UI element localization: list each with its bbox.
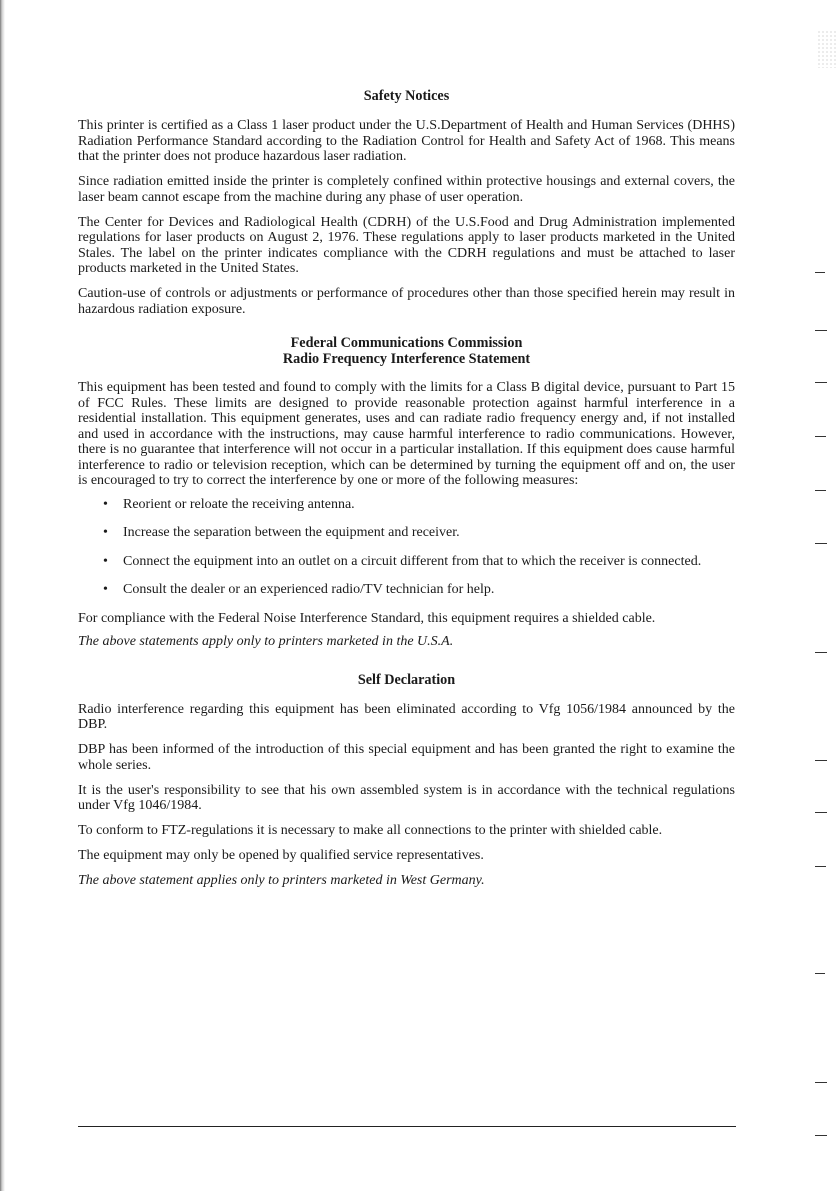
margin-tick xyxy=(815,436,826,437)
measure-text: Connect the equipment into an outlet on a circuit different from that to which the receiver is connected. xyxy=(123,553,702,569)
self-paragraph-3: It is the user's responsibility to see that his own assembled system is in accordance with the technical regulations under Vfg 1046/1984. xyxy=(78,782,735,813)
margin-tick xyxy=(815,973,825,974)
margin-tick xyxy=(815,866,826,867)
self-declaration-heading: Self Declaration xyxy=(357,671,456,688)
margin-tick xyxy=(815,760,827,761)
bullet-icon: • xyxy=(103,553,108,569)
list-item xyxy=(78,497,735,513)
margin-tick xyxy=(815,812,827,813)
margin-tick xyxy=(815,330,827,331)
measure-text: Reorient or reloate the receiving antenna. xyxy=(123,496,355,512)
safety-notices-heading: Safety Notices xyxy=(363,88,450,104)
self-paragraph-5: The equipment may only be opened by qualified service representatives. xyxy=(78,848,484,863)
fcc-section xyxy=(78,335,735,650)
scan-left-edge xyxy=(0,0,5,1191)
list-item xyxy=(78,525,735,541)
fcc-applicability-note: The above statements apply only to printers marketed in the U.S.A. xyxy=(78,634,454,649)
self-paragraph-4: To conform to FTZ-regulations it is necessary to make all connections to the printer with shielded cable. xyxy=(78,823,663,838)
safety-notices-section xyxy=(78,88,735,317)
bullet-icon: • xyxy=(103,525,108,540)
margin-tick xyxy=(815,272,825,273)
self-declaration-section xyxy=(78,672,735,889)
safety-paragraph-1: This printer is certified as a Class 1 laser product under the U.S.Department of Health and Human Services (DHHS) Radiation Performance Standard according to the Radiation Control for Health and Safety Act of 1968. This means that the printer does not produce hazardous laser radiation. xyxy=(78,118,735,164)
safety-paragraph-3: The Center for Devices and Radiological Health (CDRH) of the U.S.Food and Drug Administration implemented regulations for laser products on August 2, 1976. These regulations apply to laser products marketed in the United Stales. The label on the printer indicates compliance with the CDRH regulations and must be attached to laser products marketed in the United States. xyxy=(78,214,735,276)
bullet-icon: • xyxy=(103,582,108,597)
fcc-heading xyxy=(78,335,735,368)
scan-speckle xyxy=(817,30,837,68)
safety-paragraph-4: Caution-use of controls or adjustments or performance of procedures other than those specified herein may result in hazardous radiation exposure. xyxy=(78,286,735,317)
safety-paragraph-2: Since radiation emitted inside the printer is completely confined within protective housings and external covers, the laser beam cannot escape from the machine during any phase of user operation. xyxy=(78,174,735,205)
bullet-icon: • xyxy=(103,496,108,512)
margin-tick xyxy=(815,652,827,653)
footer-rule xyxy=(78,1126,736,1127)
fcc-measures-list xyxy=(78,497,735,598)
fcc-compliance-paragraph: For compliance with the Federal Noise Interference Standard, this equipment requires a shielded cable. xyxy=(78,610,656,626)
margin-tick xyxy=(815,490,826,491)
list-item xyxy=(78,554,735,570)
fcc-intro-paragraph: This equipment has been tested and found to comply with the limits for a Class B digital device, pursuant to Part 15 of FCC Rules. These limits are designed to provide reasonable protection against harmful interference in a residential installation. This equipment generates, uses and can radiate radio frequency energy and, if not installed and used in accordance with the instructions, may cause harmful interference to radio communications. However, there is no guarantee that interference will not occur in a particular installation. If this equipment does cause harmful interference to radio or television reception, which can be determined by turning the equipment off and on, the user is encouraged to try to correct the interference by one or more of the following measures: xyxy=(78,380,735,488)
measure-text: Consult the dealer or an experienced radio/TV technician for help. xyxy=(123,582,495,597)
self-applicability-note: The above statement applies only to printers marketed in West Germany. xyxy=(78,873,485,888)
self-paragraph-1: Radio interference regarding this equipment has been eliminated according to Vfg 1056/1984 announced by the DBP. xyxy=(78,701,735,732)
fcc-heading-line-2: Radio Frequency Interference Statement xyxy=(282,351,531,367)
margin-tick xyxy=(815,382,827,383)
list-item xyxy=(78,582,735,598)
margin-tick xyxy=(815,543,827,544)
margin-tick xyxy=(815,1082,827,1083)
measure-text: Increase the separation between the equipment and receiver. xyxy=(123,525,460,540)
fcc-heading-line-1: Federal Communications Commission xyxy=(290,335,523,351)
self-paragraph-2: DBP has been informed of the introduction of this special equipment and has been granted the right to examine the whole series. xyxy=(78,742,735,773)
document-page xyxy=(78,88,735,898)
margin-tick xyxy=(815,1135,827,1136)
